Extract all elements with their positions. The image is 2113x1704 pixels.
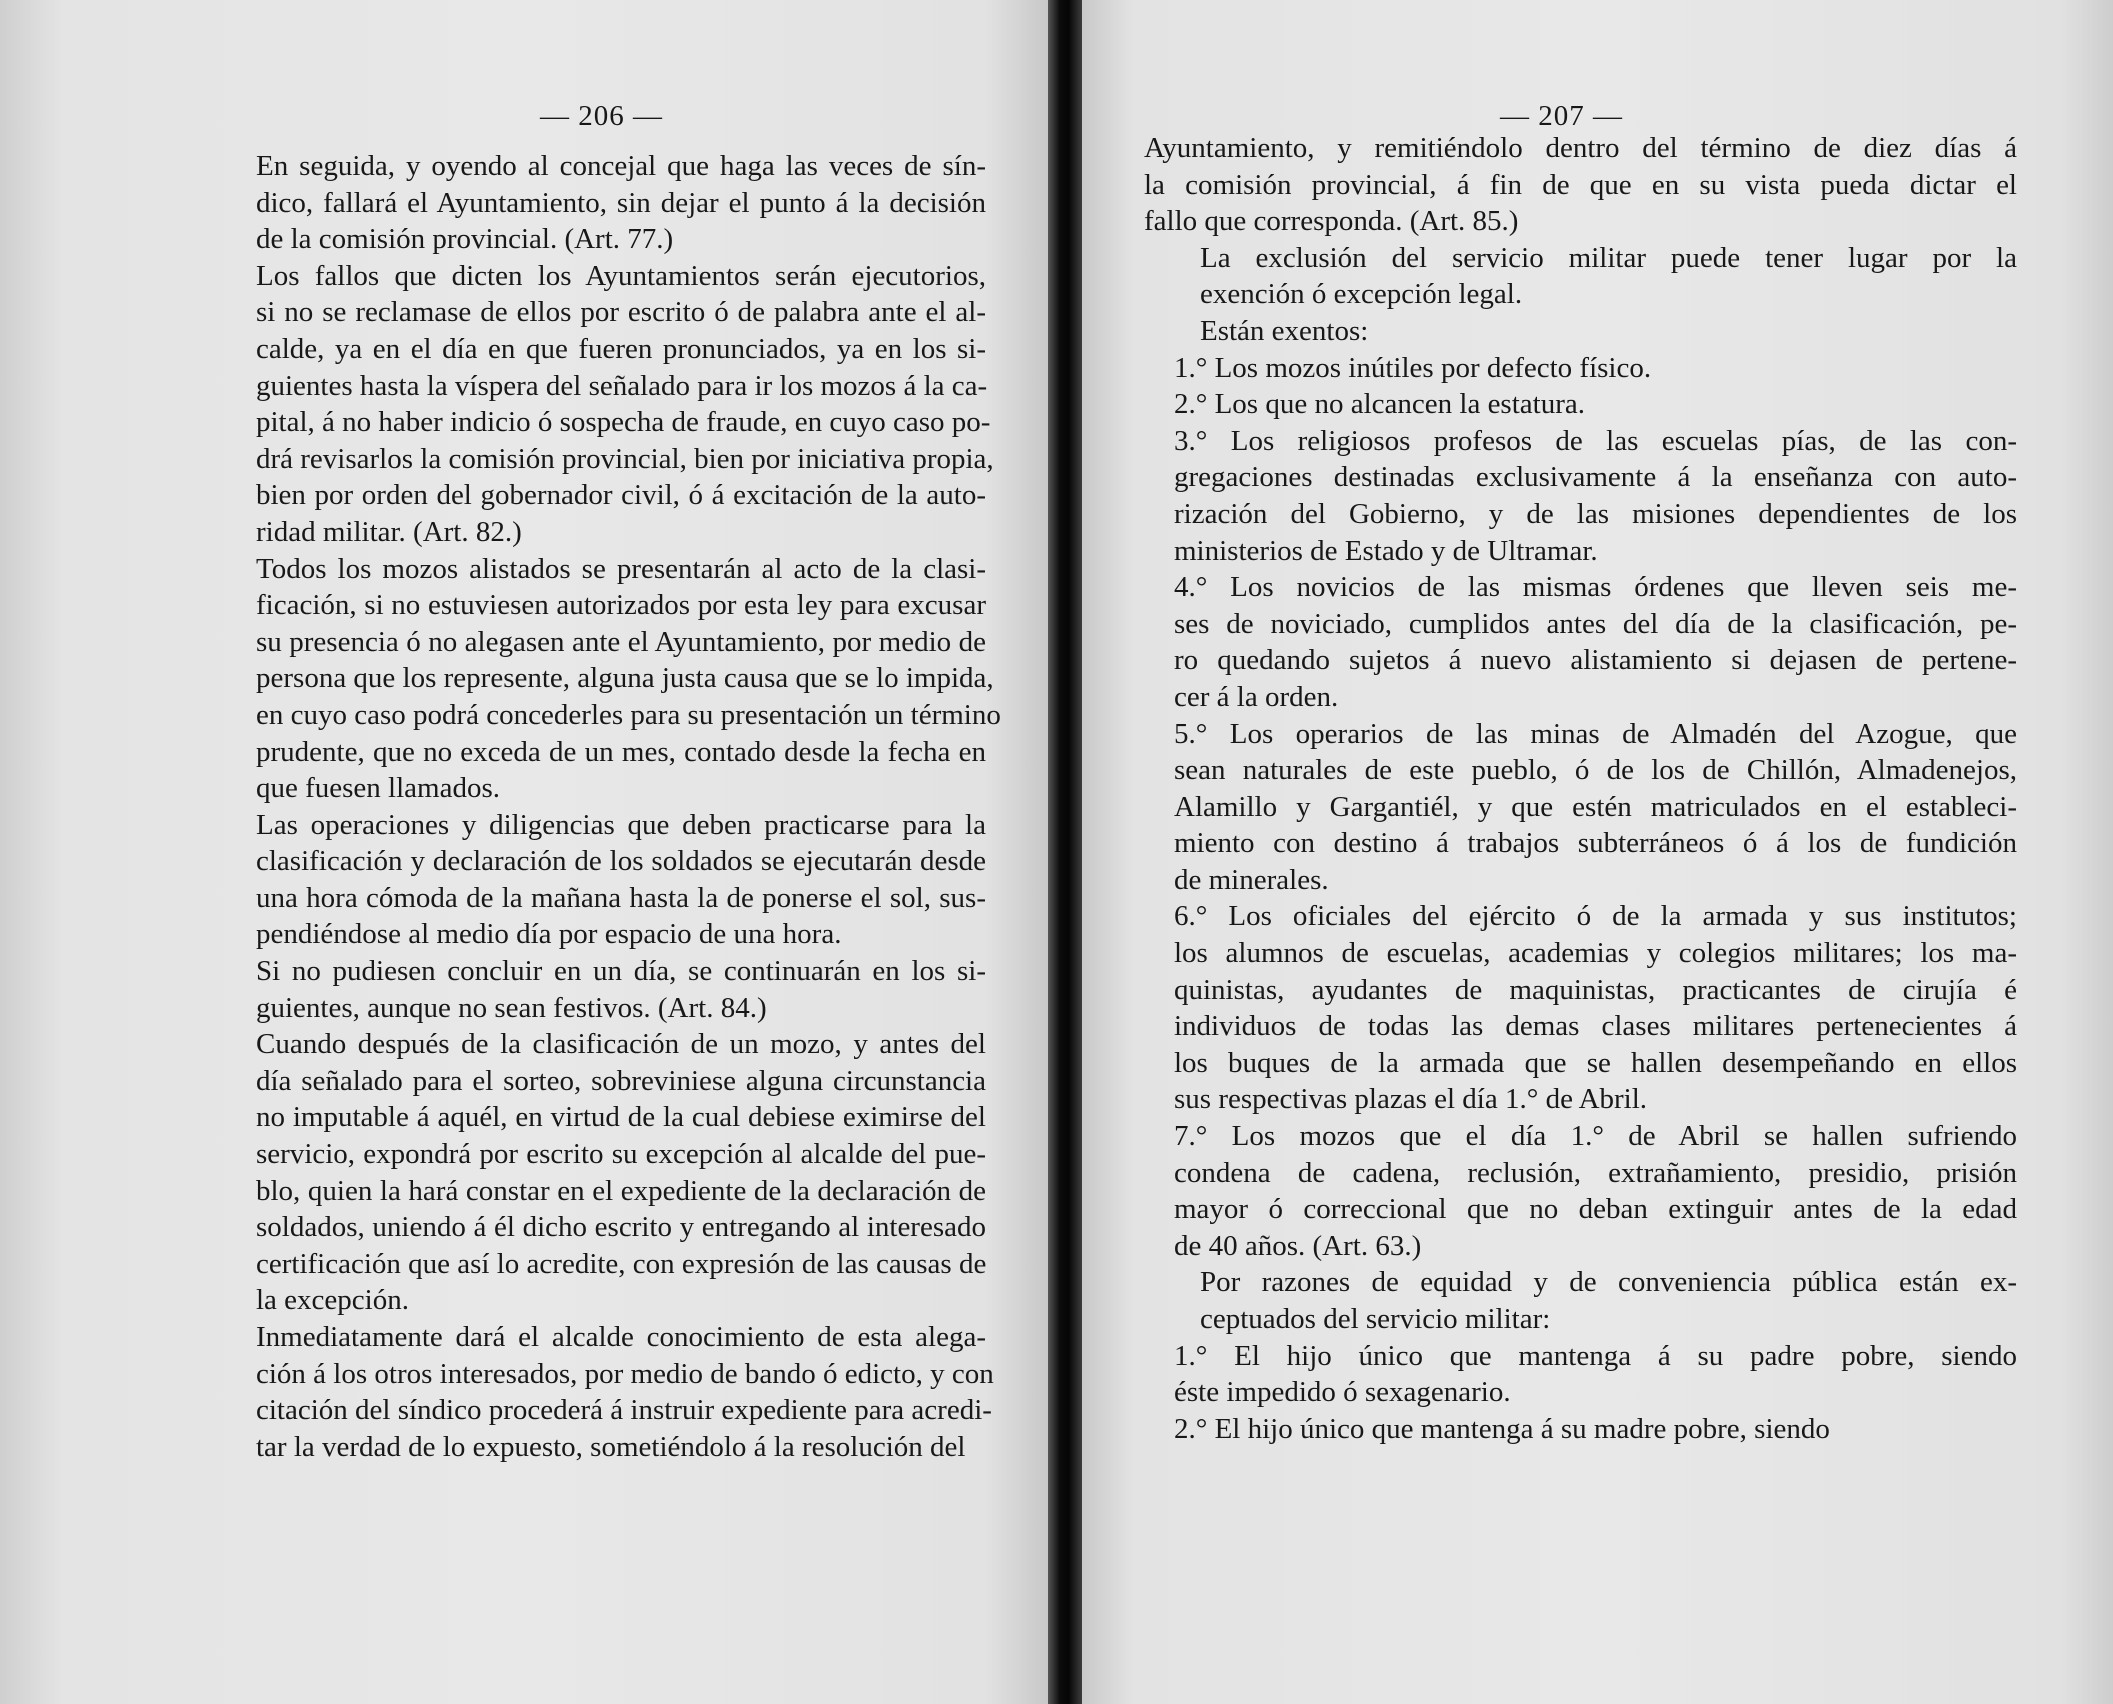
text-line: Inmediatamente dará el alcalde conocimiento de esta alega-: [256, 1321, 986, 1353]
text-line: en cuyo caso podrá concederles para su presentación un término: [256, 698, 1001, 731]
text-line: La exclusión del servicio militar puede tener lugar por la: [1200, 241, 2017, 274]
text-line: Alamillo y Gargantiél, y que estén matriculados en el estableci-: [1174, 790, 2017, 823]
text-line: de 40 años. (Art. 63.): [1174, 1229, 1422, 1262]
list-item: [1144, 350, 2017, 387]
text-line: de minerales.: [1174, 863, 1329, 896]
text-line: clasificación y declaración de los soldados se ejecutarán desde: [256, 845, 986, 878]
paragraph: [1144, 240, 2017, 313]
text-line: tar la verdad de lo expuesto, sometiéndolo á la resolución del: [256, 1430, 966, 1463]
text-line: ción á los otros interesados, por medio de bando ó edicto, y con: [256, 1357, 994, 1390]
text-line: mayor ó correccional que no deban extinguir antes de la edad: [1174, 1193, 2017, 1226]
page-number-207: — 207 —: [1500, 100, 1623, 132]
text-line: 2.° Los que no alcancen la estatura.: [1174, 388, 1585, 421]
text-line: En seguida, y oyendo al concejal que haga las veces de sín-: [256, 150, 986, 182]
text-line: ridad militar. (Art. 82.): [256, 515, 522, 548]
text-line: si no se reclamase de ellos por escrito ó de palabra ante el al-: [256, 296, 986, 329]
text-line: Están exentos:: [1200, 314, 1369, 347]
text-line: Por razones de equidad y de conveniencia pública están ex-: [1200, 1266, 2017, 1299]
left-page: [0, 0, 1048, 1704]
text-line: certificación que así lo acredite, con expresión de las causas de: [256, 1247, 987, 1280]
right-page-text: [1144, 130, 2017, 1447]
text-line: de la comisión provincial. (Art. 77.): [256, 223, 674, 256]
paragraph: [200, 148, 986, 258]
text-line: Cuando después de la clasificación de un mozo, y antes del: [256, 1028, 986, 1061]
text-line: 1.° Los mozos inútiles por defecto físico.: [1174, 351, 1652, 384]
book-gutter: [1048, 0, 1082, 1704]
text-line: ro quedando sujetos á nuevo alistamiento si dejasen de pertene-: [1174, 644, 2017, 677]
text-line: una hora cómoda de la mañana hasta la de ponerse el sol, sus-: [256, 881, 986, 914]
text-line: 7.° Los mozos que el día 1.° de Abril se hallen sufriendo: [1174, 1120, 2017, 1153]
text-line: guientes, aunque no sean festivos. (Art. 84.): [256, 991, 767, 1024]
text-line: fallo que corresponda. (Art. 85.): [1144, 205, 1519, 238]
paragraph: [1144, 130, 2017, 240]
text-line: 4.° Los novicios de las mismas órdenes que lleven seis me-: [1174, 571, 2017, 604]
list-item: [1144, 569, 2017, 715]
text-line: condena de cadena, reclusión, extrañamiento, presidio, prisión: [1174, 1156, 2017, 1189]
text-line: Ayuntamiento, y remitiéndolo dentro del término de diez días á: [1144, 132, 2017, 164]
text-line: exención ó excepción legal.: [1200, 278, 1523, 311]
paragraph: [1144, 313, 2017, 350]
text-line: guientes hasta la víspera del señalado para ir los mozos á la ca-: [256, 369, 988, 402]
text-line: día señalado para el sorteo, sobreviniese alguna circunstancia: [256, 1064, 986, 1097]
text-line: éste impedido ó sexagenario.: [1174, 1376, 1511, 1409]
text-line: ministerios de Estado y de Ultramar.: [1174, 534, 1598, 567]
text-line: persona que los represente, alguna justa causa que se lo impida,: [256, 662, 994, 695]
text-line: 6.° Los oficiales del ejército ó de la armada y sus institutos;: [1174, 900, 2017, 933]
list-item: [1144, 1118, 2017, 1264]
text-line: la comisión provincial, á fin de que en su vista pueda dictar el: [1144, 168, 2017, 201]
text-line: 3.° Los religiosos profesos de las escuelas pías, de las con-: [1174, 424, 2017, 457]
text-line: los alumnos de escuelas, academias y colegios militares; los ma-: [1174, 937, 2017, 970]
text-line: citación del síndico procederá á instruir expediente para acredi-: [256, 1394, 992, 1427]
text-line: 1.° El hijo único que mantenga á su padre pobre, siendo: [1174, 1339, 2017, 1372]
paragraph: [200, 1026, 986, 1319]
text-line: rización del Gobierno, y de las misiones dependientes de los: [1174, 497, 2017, 530]
paragraph: [1144, 1264, 2017, 1337]
text-line: gregaciones destinadas exclusivamente á la enseñanza con auto-: [1174, 461, 2017, 494]
page-number-206: — 206 —: [540, 100, 663, 132]
paragraph: [200, 807, 986, 953]
right-page: [1082, 0, 2113, 1704]
text-line: no imputable á aquél, en virtud de la cual debiese eximirse del: [256, 1101, 986, 1134]
text-line: sus respectivas plazas el día 1.° de Abril.: [1174, 1083, 1648, 1116]
text-line: Las operaciones y diligencias que deben practicarse para la: [256, 808, 986, 841]
text-line: 2.° El hijo único que mantenga á su madre pobre, siendo: [1174, 1412, 1830, 1445]
text-line: soldados, uniendo á él dicho escrito y entregando al interesado: [256, 1211, 986, 1244]
text-line: Los fallos que dicten los Ayuntamientos serán ejecutorios,: [256, 259, 986, 292]
text-line: sean naturales de este pueblo, ó de los de Chillón, Almadenejos,: [1174, 754, 2017, 787]
text-line: Todos los mozos alistados se presentarán al acto de la clasi-: [256, 552, 986, 585]
text-line: blo, quien la hará constar en el expediente de la declaración de: [256, 1174, 986, 1207]
list-item: [1144, 386, 2017, 423]
paragraph: [200, 1319, 994, 1465]
text-line: calde, ya en el día en que fueren pronunciados, ya en los si-: [256, 332, 986, 365]
paragraph: [200, 258, 994, 551]
list-item: [1144, 1338, 2017, 1411]
text-line: ses de noviciado, cumplidos antes del día de la clasificación, pe-: [1174, 607, 2017, 640]
text-line: bien por orden del gobernador civil, ó á excitación de la auto-: [256, 479, 986, 512]
text-line: servicio, expondrá por escrito su excepción al alcalde del pue-: [256, 1138, 986, 1171]
list-item: [1144, 1411, 2017, 1448]
text-line: pendiéndose al medio día por espacio de una hora.: [256, 918, 842, 951]
text-line: que fuesen llamados.: [256, 772, 501, 805]
text-line: ficación, si no estuviesen autorizados por esta ley para excusar: [256, 589, 986, 622]
text-line: prudente, que no exceda de un mes, contado desde la fecha en: [256, 735, 986, 768]
text-line: drá revisarlos la comisión provincial, bien por iniciativa propia,: [256, 442, 994, 475]
paragraph: [200, 551, 1001, 807]
text-line: cer á la orden.: [1174, 680, 1339, 713]
list-item: [1144, 423, 2017, 569]
text-line: ceptuados del servicio militar:: [1200, 1303, 1551, 1335]
text-line: dico, fallará el Ayuntamiento, sin dejar el punto á la decisión: [256, 186, 986, 219]
text-line: individuos de todas las demas clases militares pertenecientes á: [1174, 1010, 2017, 1043]
text-line: la excepción.: [256, 1284, 409, 1317]
list-item: [1144, 898, 2017, 1118]
text-line: su presencia ó no alegasen ante el Ayuntamiento, por medio de: [256, 625, 986, 658]
text-line: miento con destino á trabajos subterráneos ó á los de fundición: [1174, 827, 2017, 860]
list-item: [1144, 716, 2017, 899]
text-line: Si no pudiesen concluir en un día, se continuarán en los si-: [256, 955, 986, 988]
text-line: quinistas, ayudantes de maquinistas, practicantes de cirujía é: [1174, 973, 2017, 1006]
text-line: pital, á no haber indicio ó sospecha de fraude, en cuyo caso po-: [256, 406, 991, 439]
text-line: 5.° Los operarios de las minas de Almadén del Azogue, que: [1174, 717, 2017, 750]
left-page-text: [200, 148, 1001, 1465]
text-line: los buques de la armada que se hallen desempeñando en ellos: [1174, 1046, 2017, 1079]
paragraph: [200, 953, 986, 1026]
